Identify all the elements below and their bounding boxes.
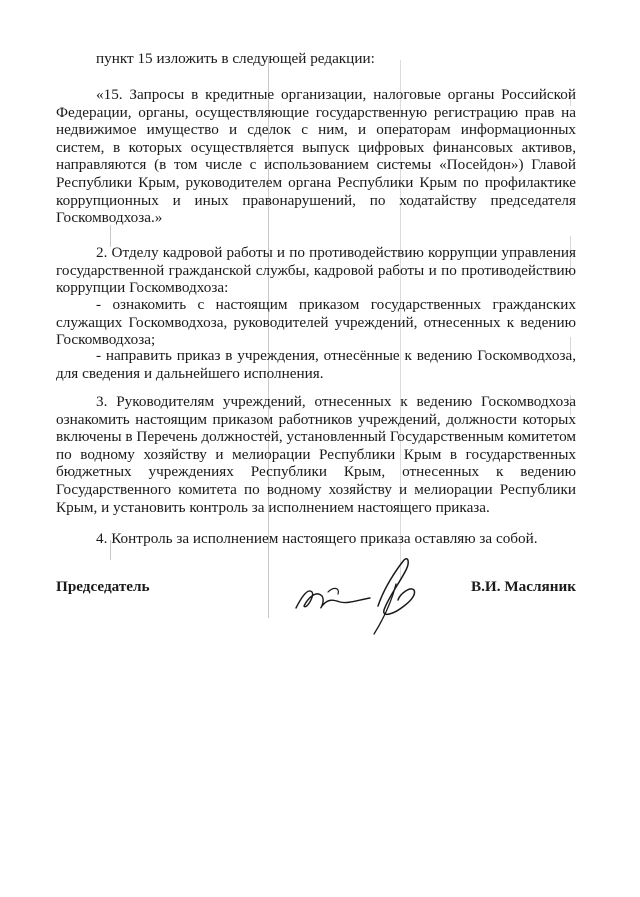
signatory-name: В.И. Масляник (471, 578, 576, 595)
signature-stroke (296, 591, 370, 608)
item-4: 4. Контроль за исполнением настоящего приказа оставляю за собой. (96, 530, 538, 547)
handwritten-signature-icon (288, 548, 438, 638)
signature-stroke (378, 559, 415, 615)
item-2-subitem-b: - направить приказ в учреждения, отнесённые к ведению Госкомводхоза, для сведения и дальнейшего исполнения. (56, 347, 576, 382)
paragraph-15: «15. Запросы в кредитные организации, налоговые органы Российской Федерации, органы, осуществляющие государственную регистрацию прав на недвижимое имущество и сделок с ним, и операторам информационных систем, в которых осуществляется выпуск цифровых финансовых активов, направляются (в том числе с использованием системы «Посейдон») Главой Республики Крым, руководителем органа Республики Крым по профилактике коррупционных и иных правонарушений, по ходатайству председателя Госкомводхоза.» (56, 86, 576, 227)
intro-line: пункт 15 изложить в следующей редакции: (96, 50, 375, 67)
item-2-subitem-a: - ознакомить с настоящим приказом государственных гражданских служащих Госкомводхоза, руководителей учреждений, отнесенных к ведению Госкомводхоза; (56, 296, 576, 349)
item-3: 3. Руководителям учреждений, отнесенных к ведению Госкомводхоза ознакомить настоящим приказом работников учреждений, должности которых включены в Перечень должностей, установленный Государственным комитетом по водному хозяйству и мелиорации Республики Крым в государственных бюджетных учреждениях Республики Крым, отнесенных к ведению Государственного комитета по водному хозяйству и мелиорации Республики Крым, и установить контроль за исполнением настоящего приказа. (56, 393, 576, 516)
signatory-title: Председатель (56, 578, 150, 595)
signature-stroke (328, 588, 338, 594)
item-2: 2. Отделу кадровой работы и по противодействию коррупции управления государственной гражданской службы, кадровой работы и по противодействию коррупции Госкомводхоза: (56, 244, 576, 297)
